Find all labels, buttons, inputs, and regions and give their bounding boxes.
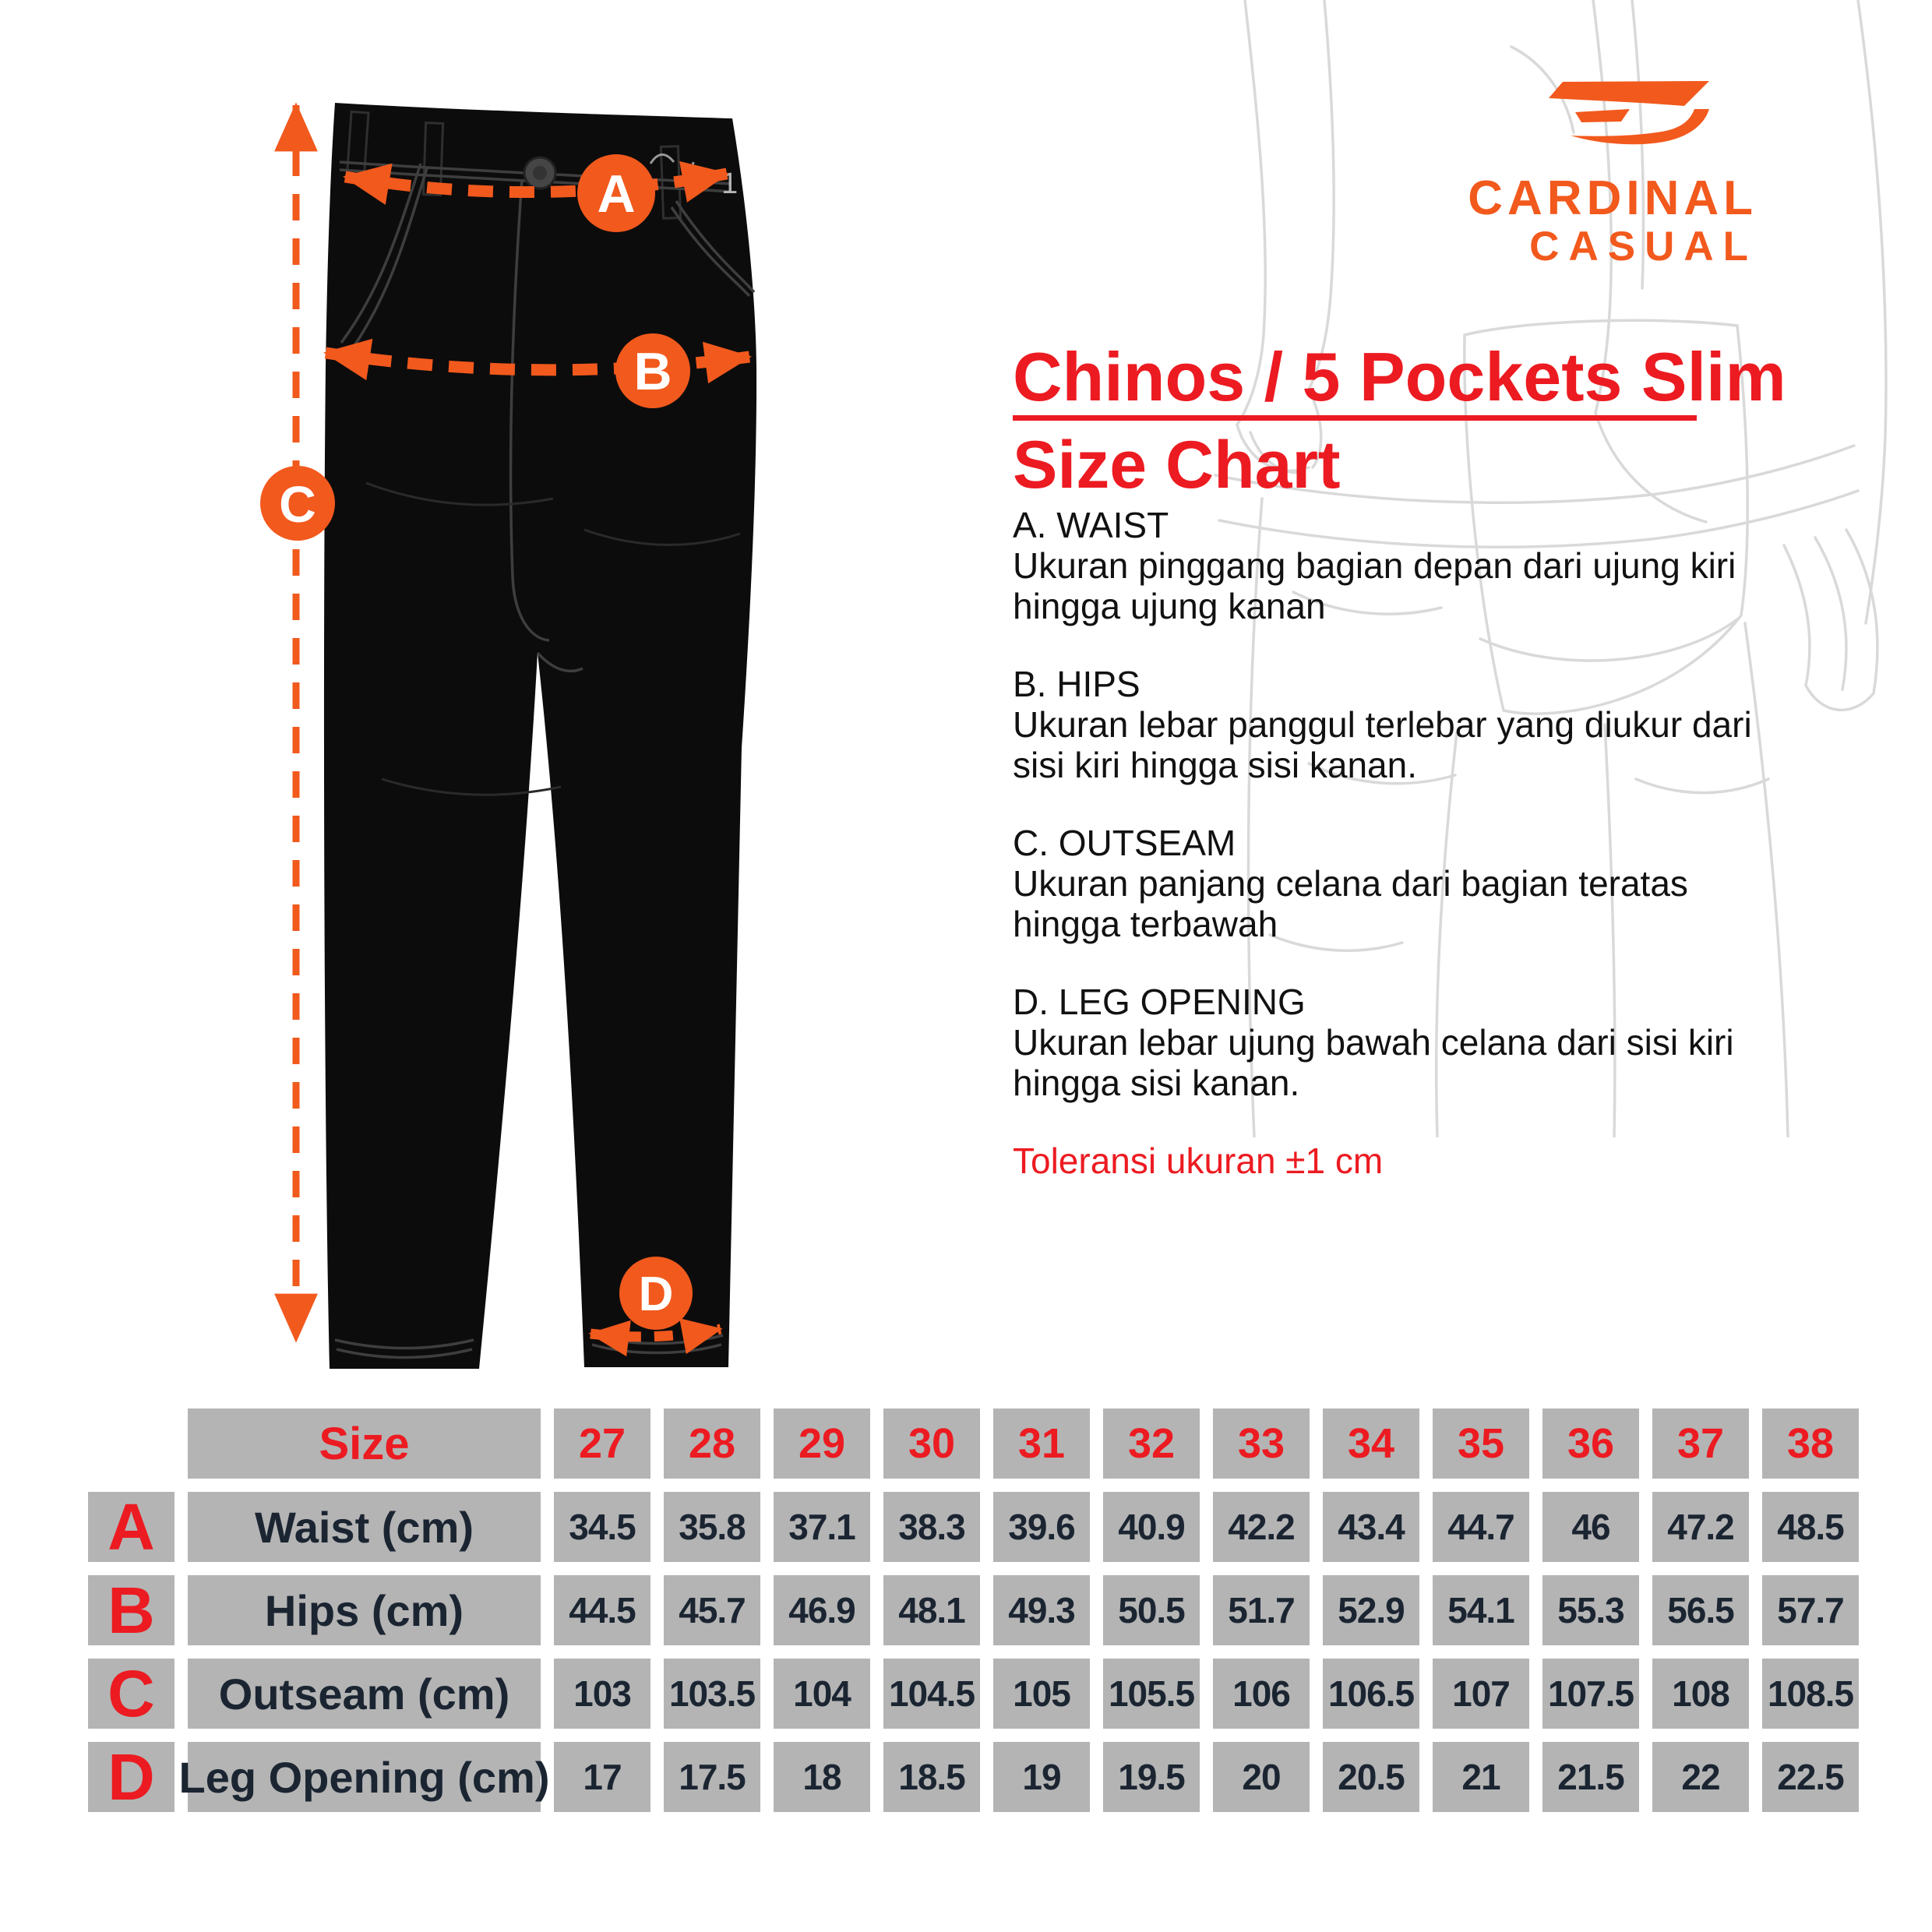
size-column-header: 28 <box>664 1408 760 1479</box>
size-column-header: 36 <box>1542 1408 1639 1479</box>
table-value: 40.9 <box>1103 1492 1200 1562</box>
pants-measurement-diagram <box>226 47 849 1402</box>
table-value: 103 <box>554 1659 650 1729</box>
table-value: 106 <box>1213 1659 1310 1729</box>
size-column-header: 34 <box>1323 1408 1419 1479</box>
marker-b-letter: B <box>633 342 672 401</box>
guide-section-hips <box>1013 664 1916 785</box>
jeans-image <box>324 103 756 1369</box>
table-header-spacer <box>88 1408 175 1479</box>
guide-heading: A. WAIST <box>1013 505 1169 545</box>
size-column-header: 31 <box>993 1408 1090 1479</box>
row-key-b: B <box>88 1575 175 1645</box>
table-value: 104.5 <box>883 1659 980 1729</box>
table-value: 22.5 <box>1762 1742 1859 1812</box>
table-value: 44.7 <box>1433 1492 1529 1562</box>
table-value: 17 <box>554 1742 650 1812</box>
table-value: 44.5 <box>554 1575 650 1645</box>
table-value: 105 <box>993 1659 1090 1729</box>
guide-text-line: hingga ujung kanan <box>1013 586 1326 626</box>
guide-section-leg-opening <box>1013 982 1916 1103</box>
table-value: 21.5 <box>1542 1742 1639 1812</box>
guide-section-waist <box>1013 505 1916 626</box>
table-value: 39.6 <box>993 1492 1090 1562</box>
table-value: 108 <box>1652 1659 1749 1729</box>
table-value: 38.3 <box>883 1492 980 1562</box>
table-value: 47.2 <box>1652 1492 1749 1562</box>
table-value: 19 <box>993 1742 1090 1812</box>
table-value: 54.1 <box>1433 1575 1529 1645</box>
winged-c-icon <box>1549 75 1712 145</box>
table-value: 48.5 <box>1762 1492 1859 1562</box>
table-value: 103.5 <box>664 1659 760 1729</box>
guide-heading: C. OUTSEAM <box>1013 823 1236 863</box>
table-value: 51.7 <box>1213 1575 1310 1645</box>
size-column-header: 38 <box>1762 1408 1859 1479</box>
row-label: Leg Opening (cm) <box>188 1742 541 1812</box>
table-value: 19.5 <box>1103 1742 1200 1812</box>
guide-text-line: sisi kiri hingga sisi kanan. <box>1013 745 1418 785</box>
table-value: 20.5 <box>1323 1742 1419 1812</box>
brand-logo <box>1394 70 1757 273</box>
marker-a-letter: A <box>597 164 636 224</box>
guide-text-line: hingga terbawah <box>1013 904 1278 944</box>
row-key-a: A <box>88 1492 175 1562</box>
table-value: 43.4 <box>1323 1492 1419 1562</box>
guide-text-line: hingga sisi kanan. <box>1013 1063 1300 1103</box>
size-column-header: 35 <box>1433 1408 1529 1479</box>
table-value: 104 <box>774 1659 870 1729</box>
table-value: 46 <box>1542 1492 1639 1562</box>
table-value: 56.5 <box>1652 1575 1749 1645</box>
guide-text-line: Ukuran lebar ujung bawah celana dari sisi kiri <box>1013 1022 1734 1063</box>
table-value: 45.7 <box>664 1575 760 1645</box>
brand-subname: CASUAL <box>1529 224 1757 270</box>
guide-text-line: Ukuran panjang celana dari bagian teratas <box>1013 863 1688 904</box>
row-key-d: D <box>88 1742 175 1812</box>
row-key-c: C <box>88 1659 175 1729</box>
table-value: 21 <box>1433 1742 1529 1812</box>
table-value: 52.9 <box>1323 1575 1419 1645</box>
marker-d-letter: D <box>638 1267 674 1321</box>
table-value: 46.9 <box>774 1575 870 1645</box>
guide-heading: D. LEG OPENING <box>1013 982 1306 1022</box>
product-title: Chinos / 5 Pockets Slim <box>1013 338 1786 415</box>
table-value: 57.7 <box>1762 1575 1859 1645</box>
table-value: 42.2 <box>1213 1492 1310 1562</box>
table-value: 18.5 <box>883 1742 980 1812</box>
table-value: 108.5 <box>1762 1659 1859 1729</box>
table-value: 107.5 <box>1542 1659 1639 1729</box>
size-table <box>88 1408 1859 1812</box>
table-value: 107 <box>1433 1659 1529 1729</box>
guide-text-line: Ukuran pinggang bagian depan dari ujung kiri <box>1013 545 1736 586</box>
guide-text-line: Ukuran lebar panggul terlebar yang diukur dari <box>1013 704 1752 745</box>
table-value: 106.5 <box>1323 1659 1419 1729</box>
table-value: 37.1 <box>774 1492 870 1562</box>
table-value: 105.5 <box>1103 1659 1200 1729</box>
row-label: Hips (cm) <box>188 1575 541 1645</box>
row-label: Outseam (cm) <box>188 1659 541 1729</box>
size-column-header: 27 <box>554 1408 650 1479</box>
table-value: 35.8 <box>664 1492 760 1562</box>
table-value: 48.1 <box>883 1575 980 1645</box>
table-value: 18 <box>774 1742 870 1812</box>
table-value: 22 <box>1652 1742 1749 1812</box>
svg-text:1: 1 <box>721 167 739 200</box>
row-label: Waist (cm) <box>188 1492 541 1562</box>
size-column-header: 32 <box>1103 1408 1200 1479</box>
title-underline <box>1013 415 1697 421</box>
size-column-header: 29 <box>774 1408 870 1479</box>
size-column-header: 30 <box>883 1408 980 1479</box>
marker-c-letter: C <box>279 475 316 533</box>
table-corner-label: Size <box>188 1408 541 1479</box>
table-value: 20 <box>1213 1742 1310 1812</box>
brand-name: CARDINAL <box>1468 171 1757 225</box>
size-column-header: 33 <box>1213 1408 1310 1479</box>
table-value: 17.5 <box>664 1742 760 1812</box>
size-chart-heading: Size Chart <box>1013 428 1341 502</box>
table-value: 55.3 <box>1542 1575 1639 1645</box>
table-value: 49.3 <box>993 1575 1090 1645</box>
guide-heading: B. HIPS <box>1013 664 1141 704</box>
guide-section-outseam <box>1013 823 1916 944</box>
table-value: 50.5 <box>1103 1575 1200 1645</box>
table-value: 34.5 <box>554 1492 650 1562</box>
measurement-guide <box>1013 505 1916 1181</box>
size-column-header: 37 <box>1652 1408 1749 1479</box>
tolerance-note: Toleransi ukuran ±1 cm <box>1013 1141 1384 1181</box>
